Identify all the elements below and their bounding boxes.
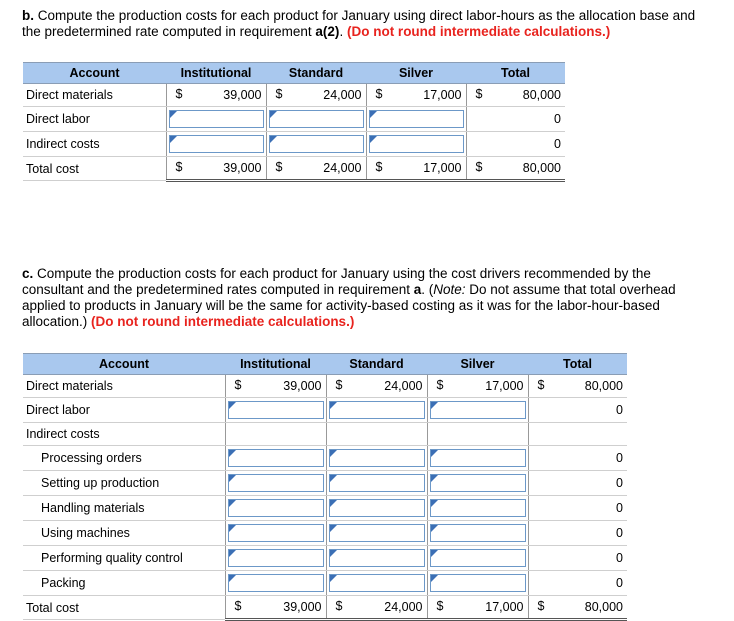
- cell-total: [528, 596, 627, 620]
- currency-symbol: $: [175, 160, 183, 174]
- input-cell: [225, 446, 326, 471]
- input-cell: [427, 571, 528, 596]
- input-marker-icon: [229, 525, 236, 532]
- c-direct-labor-institutional-input[interactable]: [228, 401, 324, 419]
- input-cell: [225, 521, 326, 546]
- cell-institutional: [166, 157, 266, 181]
- row-label-setting-up-production: Setting up production: [23, 471, 225, 496]
- input-marker-icon: [431, 450, 438, 457]
- input-marker-icon: [229, 575, 236, 582]
- row-label-total-cost: Total cost: [23, 596, 225, 620]
- value: 17,000: [485, 600, 524, 614]
- empty-cell: [427, 423, 528, 446]
- input-cell: [427, 496, 528, 521]
- currency-symbol: $: [475, 160, 483, 174]
- input-cell: [225, 571, 326, 596]
- cell-standard: [266, 84, 366, 107]
- input-cell: [225, 546, 326, 571]
- table-row: [23, 496, 627, 521]
- table-row: [23, 521, 627, 546]
- input-marker-icon: [370, 136, 377, 143]
- currency-symbol: $: [475, 87, 483, 101]
- input-marker-icon: [270, 111, 277, 118]
- part-c-line-2c: Do not assume that total overhead: [465, 282, 676, 297]
- input-cell: [166, 132, 266, 157]
- input-cell: [266, 107, 366, 132]
- table-row: [23, 132, 565, 157]
- row-label-direct-materials: Direct materials: [23, 375, 225, 398]
- value: 39,000: [223, 161, 262, 175]
- header-institutional: Institutional: [166, 63, 266, 84]
- empty-cell: [225, 423, 326, 446]
- currency-symbol: $: [335, 378, 343, 392]
- input-cell: [166, 107, 266, 132]
- part-c-line-4: allocation.): [22, 314, 92, 329]
- part-b-instructions: [22, 8, 695, 40]
- input-cell: [427, 521, 528, 546]
- machines-silver-input[interactable]: [430, 524, 526, 542]
- currency-symbol: $: [234, 599, 242, 613]
- c-direct-labor-standard-input[interactable]: [329, 401, 425, 419]
- row-label-using-machines: Using machines: [23, 521, 225, 546]
- table-row: [23, 423, 627, 446]
- row-label-direct-labor: Direct labor: [23, 107, 166, 132]
- header-account: Account: [23, 354, 225, 375]
- input-marker-icon: [170, 136, 177, 143]
- part-b-round-note: (Do not round intermediate calculations.): [346, 24, 611, 39]
- input-marker-icon: [431, 475, 438, 482]
- table-row: [23, 107, 565, 132]
- cell-total: 0: [466, 132, 565, 157]
- value: 80,000: [522, 161, 561, 175]
- packing-silver-input[interactable]: [430, 574, 526, 592]
- input-marker-icon: [229, 550, 236, 557]
- header-total: Total: [528, 354, 627, 375]
- row-label-quality-control: Performing quality control: [23, 546, 225, 571]
- table-row: [23, 446, 627, 471]
- part-c-ref: a: [413, 282, 422, 297]
- value: 39,000: [283, 379, 322, 393]
- cell-standard: [326, 375, 427, 398]
- currency-symbol: $: [436, 378, 444, 392]
- part-c-line-2b: . (: [421, 282, 434, 297]
- input-cell: [266, 132, 366, 157]
- handling-institutional-input[interactable]: [228, 499, 324, 517]
- row-label-packing: Packing: [23, 571, 225, 596]
- handling-standard-input[interactable]: [329, 499, 425, 517]
- input-cell: [225, 471, 326, 496]
- cell-total: 0: [528, 571, 627, 596]
- header-total: Total: [466, 63, 565, 84]
- c-direct-labor-silver-input[interactable]: [430, 401, 526, 419]
- currency-symbol: $: [234, 378, 242, 392]
- header-account: Account: [23, 63, 166, 84]
- input-marker-icon: [229, 450, 236, 457]
- part-b-table: [23, 62, 565, 182]
- part-b-ref: a(2): [315, 24, 340, 39]
- cell-total: 0: [528, 496, 627, 521]
- part-b-label: b.: [22, 8, 34, 23]
- input-marker-icon: [330, 475, 337, 482]
- cell-standard: [326, 596, 427, 620]
- quality-institutional-input[interactable]: [228, 549, 324, 567]
- cell-total: [466, 157, 565, 181]
- indirect-costs-standard-input[interactable]: [269, 135, 364, 153]
- input-cell: [427, 446, 528, 471]
- part-c-label: c.: [22, 266, 34, 281]
- part-c-round-note: (Do not round intermediate calculations.): [91, 314, 355, 329]
- processing-orders-standard-input[interactable]: [329, 449, 425, 467]
- row-label-direct-materials: Direct materials: [23, 84, 166, 107]
- indirect-costs-institutional-input[interactable]: [169, 135, 264, 153]
- table-row: [23, 157, 565, 181]
- value: 24,000: [384, 600, 423, 614]
- direct-labor-standard-input[interactable]: [269, 110, 364, 128]
- part-b-text-2: the predetermined rate computed in requirement: [22, 24, 316, 39]
- input-marker-icon: [170, 111, 177, 118]
- currency-symbol: $: [436, 599, 444, 613]
- row-label-indirect-costs: Indirect costs: [23, 423, 225, 446]
- table-row: [23, 375, 627, 398]
- input-marker-icon: [330, 402, 337, 409]
- cell-silver: [427, 375, 528, 398]
- cell-standard: [266, 157, 366, 181]
- cell-total: 0: [466, 107, 565, 132]
- input-marker-icon: [330, 550, 337, 557]
- setting-up-standard-input[interactable]: [329, 474, 425, 492]
- input-cell: [427, 398, 528, 423]
- processing-orders-institutional-input[interactable]: [228, 449, 324, 467]
- part-c-table: [23, 353, 627, 621]
- input-cell: [326, 546, 427, 571]
- input-cell: [326, 521, 427, 546]
- part-c-line-3: applied to products in January will be the same for activity-based costing as it was for the labor-hour-based: [22, 298, 660, 313]
- part-c-line-2: consultant and the predetermined rates computed in requirement: [22, 282, 414, 297]
- value: 17,000: [485, 379, 524, 393]
- header-silver: Silver: [366, 63, 466, 84]
- cell-total: 0: [528, 521, 627, 546]
- row-label-direct-labor: Direct labor: [23, 398, 225, 423]
- input-marker-icon: [330, 450, 337, 457]
- quality-silver-input[interactable]: [430, 549, 526, 567]
- part-b-header-row: [23, 63, 565, 84]
- input-cell: [366, 132, 466, 157]
- table-row: [23, 571, 627, 596]
- input-marker-icon: [229, 402, 236, 409]
- input-marker-icon: [330, 575, 337, 582]
- part-b-text-3: .: [339, 24, 347, 39]
- cell-total: 0: [528, 398, 627, 423]
- indirect-costs-silver-input[interactable]: [369, 135, 464, 153]
- value: 24,000: [323, 161, 362, 175]
- currency-symbol: $: [537, 378, 545, 392]
- part-c-line-1: Compute the production costs for each product for January using the cost drivers recommended by the: [33, 266, 651, 281]
- direct-labor-silver-input[interactable]: [369, 110, 464, 128]
- input-marker-icon: [229, 475, 236, 482]
- direct-labor-institutional-input[interactable]: [169, 110, 264, 128]
- header-standard: Standard: [266, 63, 366, 84]
- value: 39,000: [223, 88, 262, 102]
- input-marker-icon: [431, 525, 438, 532]
- table-row: [23, 596, 627, 620]
- input-cell: [427, 471, 528, 496]
- input-cell: [366, 107, 466, 132]
- input-cell: [427, 546, 528, 571]
- currency-symbol: $: [275, 87, 283, 101]
- setting-up-silver-input[interactable]: [430, 474, 526, 492]
- value: 24,000: [323, 88, 362, 102]
- empty-cell: [326, 423, 427, 446]
- table-row: [23, 471, 627, 496]
- currency-symbol: $: [375, 87, 383, 101]
- cell-total: 0: [528, 446, 627, 471]
- currency-symbol: $: [335, 599, 343, 613]
- row-label-total-cost: Total cost: [23, 157, 166, 181]
- currency-symbol: $: [275, 160, 283, 174]
- value: 24,000: [384, 379, 423, 393]
- input-marker-icon: [431, 500, 438, 507]
- part-c-header-row: [23, 354, 627, 375]
- cell-institutional: [225, 375, 326, 398]
- input-marker-icon: [229, 500, 236, 507]
- header-institutional: Institutional: [225, 354, 326, 375]
- cell-total: [528, 375, 627, 398]
- value: 39,000: [283, 600, 322, 614]
- cell-institutional: [166, 84, 266, 107]
- cell-institutional: [225, 596, 326, 620]
- input-cell: [326, 571, 427, 596]
- packing-standard-input[interactable]: [329, 574, 425, 592]
- input-marker-icon: [431, 575, 438, 582]
- input-marker-icon: [431, 402, 438, 409]
- row-label-indirect-costs: Indirect costs: [23, 132, 166, 157]
- header-silver: Silver: [427, 354, 528, 375]
- value: 80,000: [522, 88, 561, 102]
- table-row: [23, 546, 627, 571]
- cell-silver: [366, 84, 466, 107]
- value: 17,000: [423, 88, 462, 102]
- processing-orders-silver-input[interactable]: [430, 449, 526, 467]
- input-marker-icon: [370, 111, 377, 118]
- empty-cell: [528, 423, 627, 446]
- cell-total: 0: [528, 471, 627, 496]
- input-cell: [225, 496, 326, 521]
- cell-total: [466, 84, 565, 107]
- value: 80,000: [584, 379, 623, 393]
- input-marker-icon: [330, 525, 337, 532]
- table-row: [23, 398, 627, 423]
- table-row: [23, 84, 565, 107]
- currency-symbol: $: [175, 87, 183, 101]
- input-cell: [326, 471, 427, 496]
- input-marker-icon: [270, 136, 277, 143]
- packing-institutional-input[interactable]: [228, 574, 324, 592]
- header-standard: Standard: [326, 354, 427, 375]
- cell-silver: [366, 157, 466, 181]
- machines-institutional-input[interactable]: [228, 524, 324, 542]
- input-marker-icon: [431, 550, 438, 557]
- currency-symbol: $: [537, 599, 545, 613]
- input-cell: [225, 398, 326, 423]
- machines-standard-input[interactable]: [329, 524, 425, 542]
- row-label-handling-materials: Handling materials: [23, 496, 225, 521]
- part-c-note: Note:: [433, 282, 466, 297]
- row-label-processing-orders: Processing orders: [23, 446, 225, 471]
- setting-up-institutional-input[interactable]: [228, 474, 324, 492]
- cell-silver: [427, 596, 528, 620]
- currency-symbol: $: [375, 160, 383, 174]
- input-cell: [326, 398, 427, 423]
- quality-standard-input[interactable]: [329, 549, 425, 567]
- value: 17,000: [423, 161, 462, 175]
- part-c-instructions: [22, 266, 676, 330]
- input-cell: [326, 446, 427, 471]
- cell-total: 0: [528, 546, 627, 571]
- input-marker-icon: [330, 500, 337, 507]
- input-cell: [326, 496, 427, 521]
- value: 80,000: [584, 600, 623, 614]
- part-b-text-1: Compute the production costs for each product for January using direct labor-hours as the allocation base and: [34, 8, 696, 23]
- handling-silver-input[interactable]: [430, 499, 526, 517]
